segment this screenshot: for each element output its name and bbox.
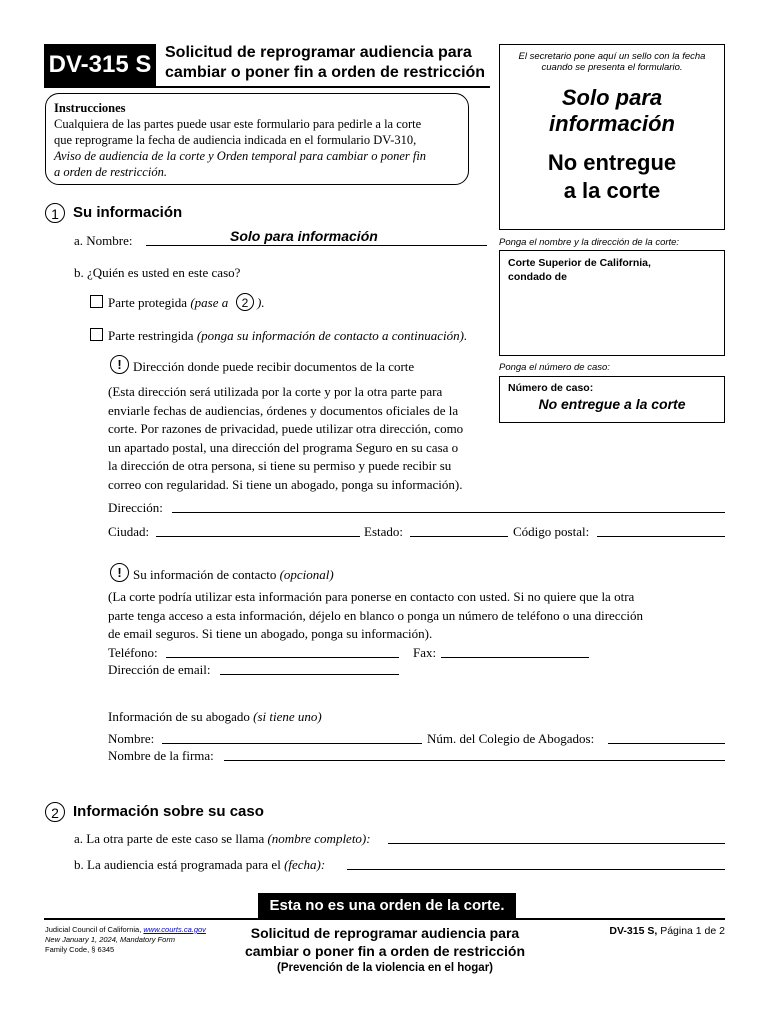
- footer-meta: [45, 925, 206, 955]
- bar-number-field[interactable]: [608, 743, 725, 744]
- address-paragraph: [108, 383, 463, 494]
- state-field[interactable]: [410, 536, 508, 537]
- footer-code: Family Code, § 6345: [45, 945, 115, 954]
- instructions-line1: Cualquiera de las partes puede usar este formulario para pedirle a la corte: [54, 117, 422, 131]
- phone-field[interactable]: [166, 657, 399, 658]
- zip-field[interactable]: [597, 536, 725, 537]
- bar-number-label: Núm. del Colegio de Abogados:: [427, 731, 595, 746]
- lawyer-name-label: Nombre:: [108, 731, 155, 746]
- name-value: Solo para información: [230, 228, 378, 244]
- clerk-note-line2: cuando se presenta el formulario.: [541, 62, 683, 73]
- email-field[interactable]: [220, 674, 399, 675]
- email-label: Dirección de email:: [108, 662, 211, 677]
- footer-page: Página 1 de 2: [660, 925, 725, 937]
- firm-name-field[interactable]: [224, 760, 725, 761]
- alert-icon: !: [110, 563, 129, 582]
- hearing-date-text: b. La audiencia está programada para el: [74, 857, 281, 872]
- footer-title-line2: cambiar o poner fin a orden de restricción: [244, 943, 526, 959]
- footer-website[interactable]: www.courts.ca.gov: [143, 925, 206, 934]
- fax-field[interactable]: [441, 657, 589, 658]
- case-number-box[interactable]: [499, 376, 725, 423]
- footer-rule: [44, 918, 725, 920]
- protected-party-note: (pase a: [190, 295, 229, 310]
- fax-label: Fax:: [413, 645, 437, 660]
- other-party-note: (nombre completo):: [267, 831, 371, 846]
- other-party-label: [74, 831, 371, 847]
- address-title: Dirección donde puede recibir documentos de la corte: [133, 359, 415, 374]
- contact-p3: de email seguros. Si tiene un abogado, ponga su información).: [108, 626, 433, 641]
- form-title-line2: cambiar o poner fin a orden de restricción: [165, 64, 486, 81]
- footer-title-line1: Solicitud de reprogramar audiencia para: [250, 925, 520, 941]
- case-box-label: Ponga el número de caso:: [499, 362, 610, 373]
- instructions-box: [45, 93, 469, 185]
- who-label: b. ¿Quién es usted en este caso?: [74, 265, 241, 280]
- case-number-label: Número de caso:: [508, 382, 594, 394]
- state-label: Estado:: [364, 524, 403, 539]
- other-party-text: a. La otra parte de este caso se llama: [74, 831, 265, 846]
- court-line2: condado de: [508, 271, 567, 283]
- section1-title: Su información: [73, 204, 183, 221]
- footer-council-line: [45, 925, 206, 935]
- address-p4: un apartado postal, una dirección del programa Seguro en su casa o: [108, 439, 459, 455]
- clerk-stamp-box: [499, 44, 725, 230]
- footer-title: [225, 924, 545, 976]
- footer-page-info: [590, 925, 725, 937]
- contact-p2: parte tenga acceso a esta información, déjelo en blanco o ponga un número de teléfono o una dirección: [108, 607, 643, 623]
- protected-party-note-end: ).: [257, 295, 265, 310]
- restrained-party-note: (ponga su información de contacto a continuación).: [196, 328, 468, 343]
- no-entregue-line2: a la corte: [563, 178, 661, 203]
- hearing-date-label: [74, 857, 325, 873]
- contact-title: [133, 567, 334, 583]
- contact-p1: (La corte podría utilizar esta información para ponerse en contacto con usted. Si no quiere que la otra: [108, 589, 635, 604]
- footer-council: Judicial Council of California,: [45, 925, 142, 934]
- instructions-heading: Instrucciones: [54, 101, 126, 115]
- name-field[interactable]: [146, 245, 487, 246]
- lawyer-title-text: Información de su abogado: [108, 709, 250, 724]
- solo-info-line1: Solo para: [561, 85, 663, 110]
- lawyer-note: (si tiene uno): [253, 709, 322, 724]
- restrained-party-checkbox[interactable]: [90, 328, 103, 341]
- contact-optional: (opcional): [279, 567, 334, 582]
- city-label: Ciudad:: [108, 524, 150, 539]
- section2-number: 2: [45, 802, 65, 822]
- protected-party-label: Parte protegida: [108, 295, 188, 310]
- form-title-line1: Solicitud de reprogramar audiencia para: [165, 44, 472, 61]
- restrained-party-label: Parte restringida: [108, 328, 194, 343]
- section1-number: 1: [45, 203, 65, 223]
- solo-info-line2: información: [549, 111, 675, 136]
- address-p5: la dirección de otra persona, si tiene su permiso y puede recibir su: [108, 458, 452, 473]
- court-line1: Corte Superior de California,: [508, 257, 651, 269]
- hearing-date-field[interactable]: [347, 869, 725, 870]
- goto-section2-icon: 2: [236, 293, 254, 311]
- hearing-date-note: (fecha):: [284, 857, 326, 872]
- contact-paragraph: [108, 588, 643, 644]
- zip-label: Código postal:: [513, 524, 590, 539]
- address-p2: enviarle fechas de audiencias, órdenes y documentos oficiales de la: [108, 402, 459, 418]
- lawyer-title: [108, 709, 322, 725]
- city-field[interactable]: [156, 536, 360, 537]
- not-court-order-banner: Esta no es una orden de la corte.: [258, 893, 516, 918]
- address-p3: corte. Por razones de privacidad, puede utilizar otra dirección, como: [108, 421, 464, 436]
- case-number-value: No entregue a la corte: [538, 396, 686, 412]
- court-box[interactable]: [499, 250, 725, 356]
- phone-label: Teléfono:: [108, 645, 158, 660]
- firm-name-label: Nombre de la firma:: [108, 748, 214, 763]
- address-label: Dirección:: [108, 500, 163, 515]
- alert-icon: !: [110, 355, 129, 374]
- instructions-line2: que reprograme la fecha de audiencia indicada en el formulario DV-310,: [54, 133, 417, 147]
- other-party-field[interactable]: [388, 843, 725, 844]
- protected-party-option: [108, 295, 228, 311]
- footer-form-code: DV-315 S,: [609, 925, 658, 937]
- address-p1: (Esta dirección será utilizada por la corte y por la otra parte para: [108, 384, 443, 399]
- clerk-note-line1: El secretario pone aquí un sello con la fecha: [518, 51, 706, 62]
- instructions-line3: Aviso de audiencia de la corte y Orden temporal para cambiar o poner fin: [54, 149, 427, 163]
- instructions-line4: a orden de restricción.: [54, 165, 167, 179]
- restrained-party-option: [108, 328, 467, 344]
- header-rule: [44, 86, 490, 88]
- contact-title-text: Su información de contacto: [133, 567, 277, 582]
- form-code-badge: DV-315 S: [44, 44, 156, 86]
- address-field[interactable]: [172, 512, 725, 513]
- footer-rev: New January 1, 2024, Mandatory Form: [45, 935, 176, 944]
- court-box-label: Ponga el nombre y la dirección de la corte:: [499, 237, 680, 248]
- address-p6: correo con regularidad. Si tiene un abogado, ponga su información).: [108, 476, 463, 492]
- section2-title: Información sobre su caso: [73, 803, 264, 820]
- lawyer-name-field[interactable]: [162, 743, 422, 744]
- footer-subtitle: (Prevención de la violencia en el hogar): [276, 962, 493, 974]
- no-entregue-line1: No entregue: [547, 150, 677, 175]
- name-label: a. Nombre:: [74, 233, 133, 248]
- protected-party-checkbox[interactable]: [90, 295, 103, 308]
